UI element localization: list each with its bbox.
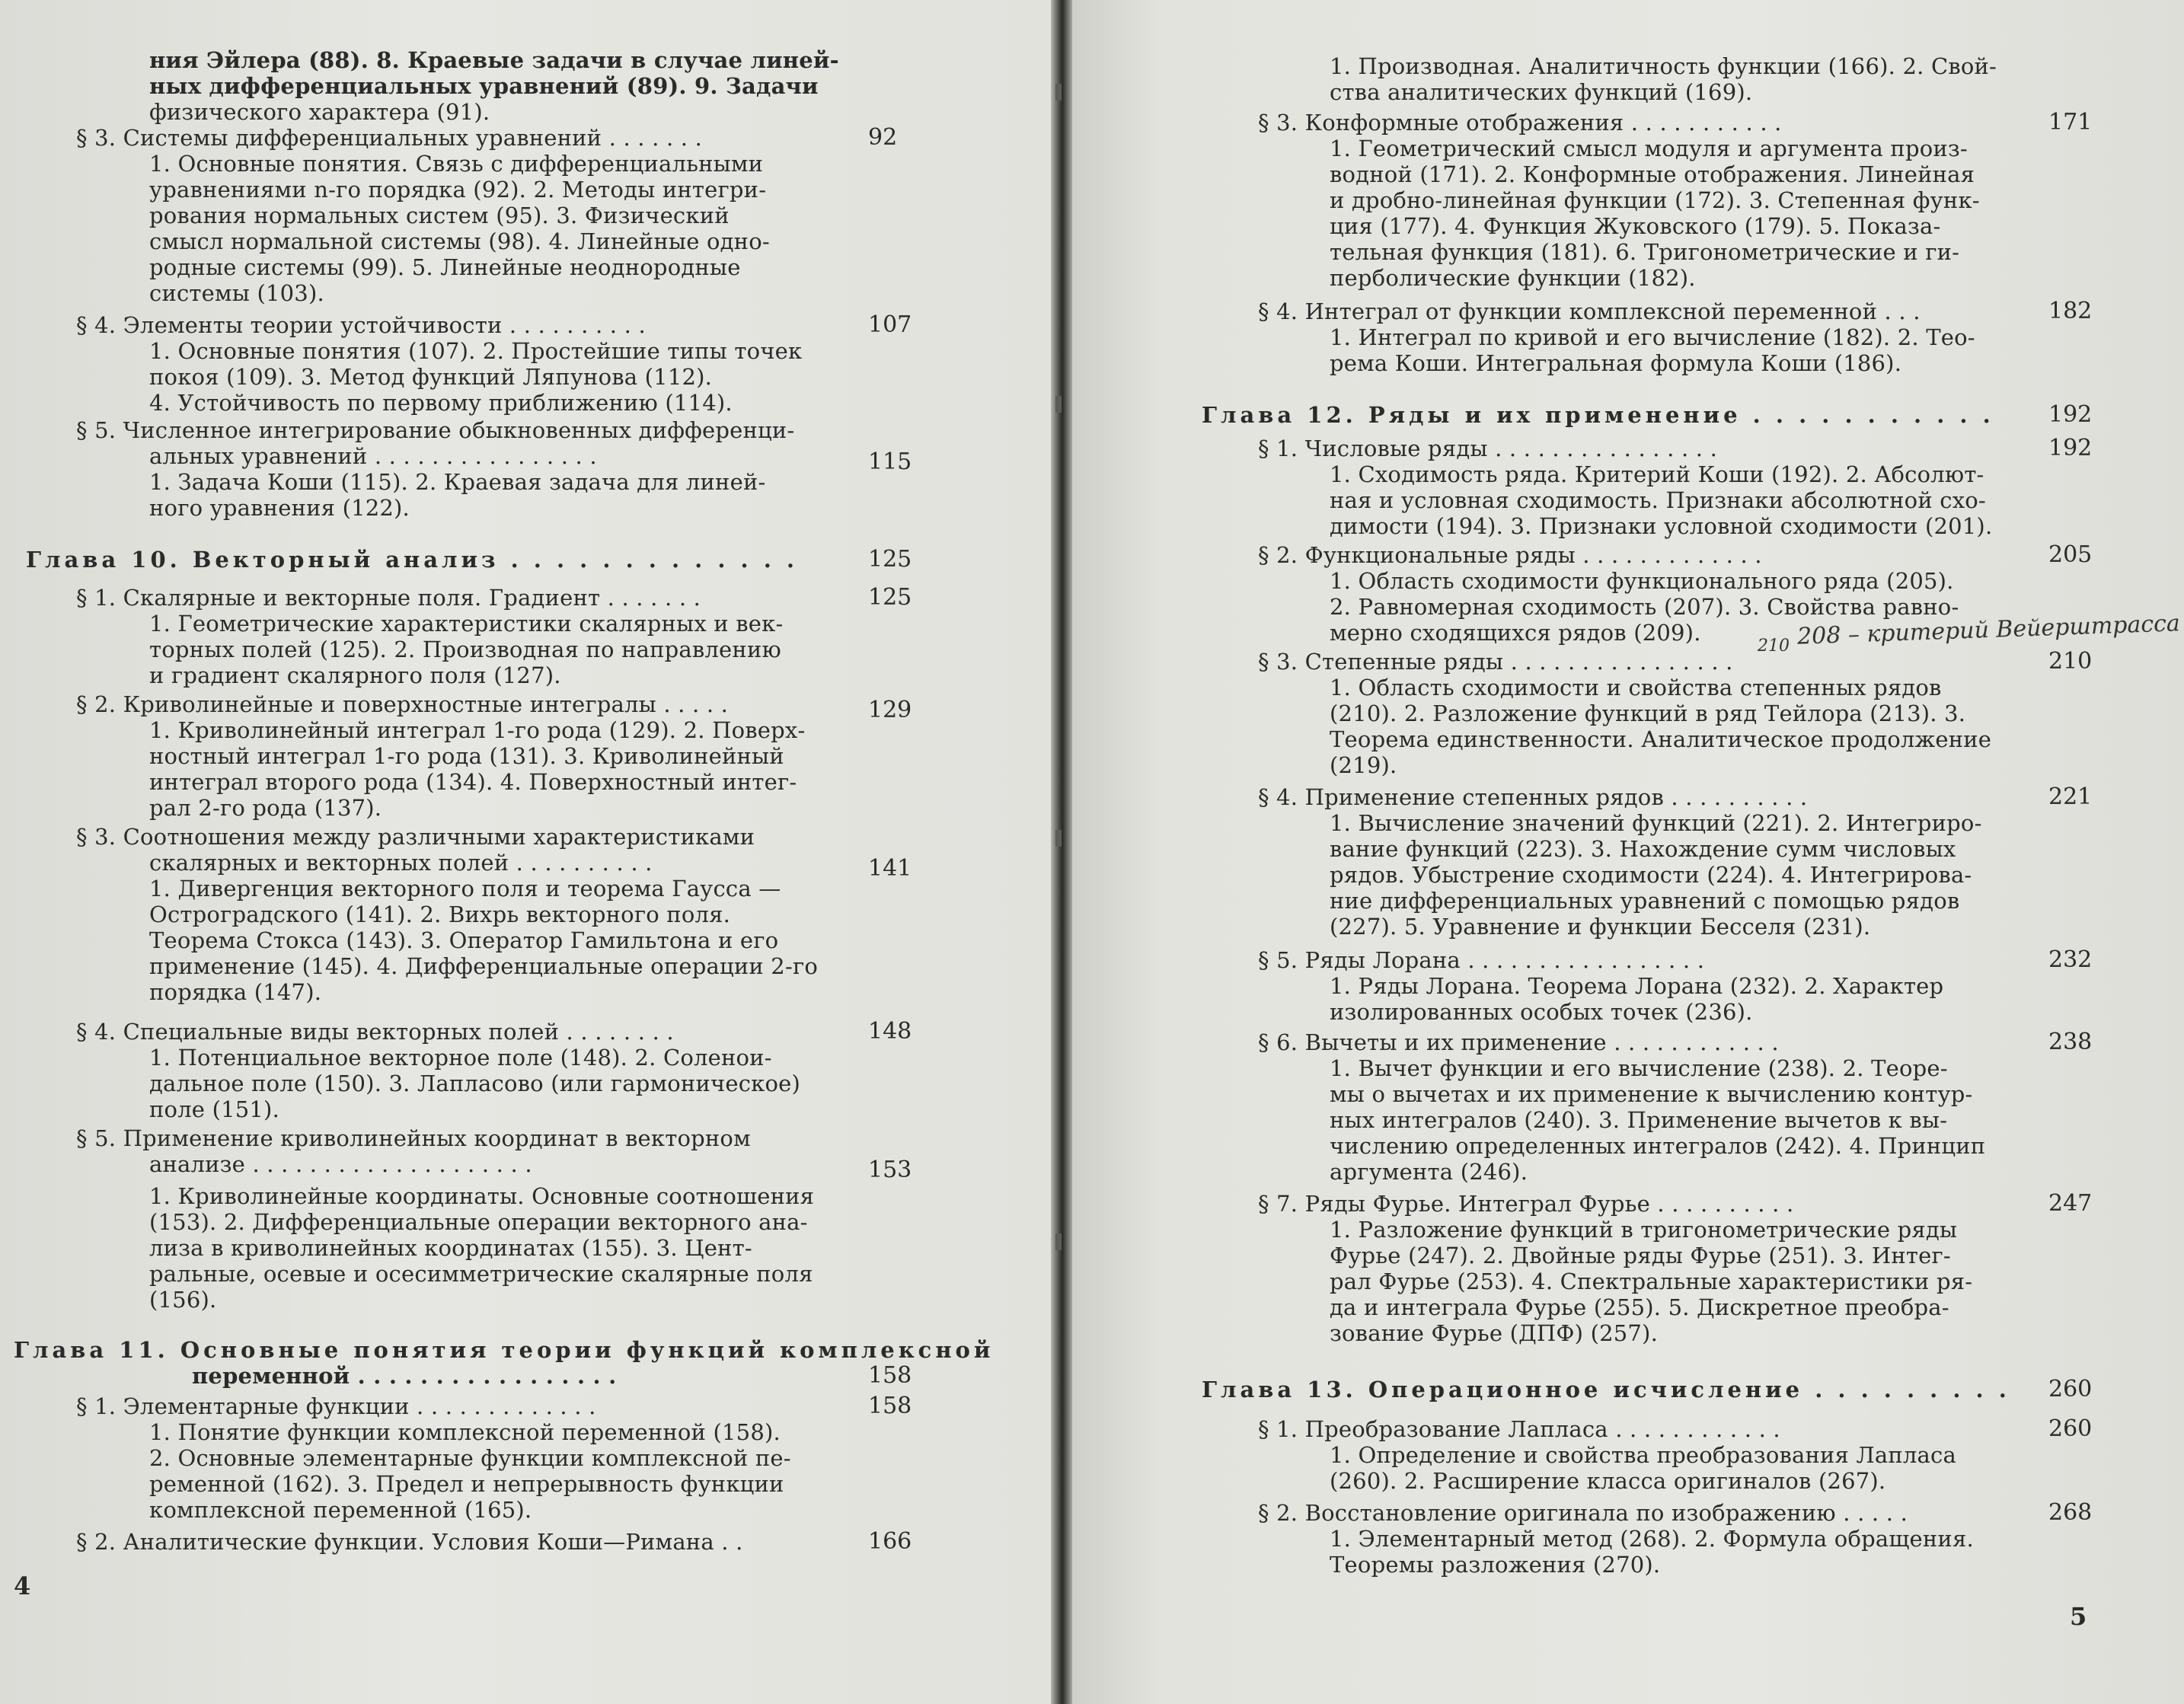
toc-line: 1. Геометрический смысл модуля и аргумента произ-: [1330, 136, 1968, 161]
toc-line: анализе . . . . . . . . . . . . . . . . . . . .: [149, 1151, 532, 1177]
section-heading: § 3. Конформные отображения . . . . . . . . . . .: [1258, 110, 1782, 136]
toc-line: 1. Интеграл по кривой и его вычисление (182). 2. Тео-: [1330, 324, 1975, 350]
staple-mark: [1055, 830, 1062, 847]
toc-line: (260). 2. Расширение класса оригиналов (267).: [1330, 1468, 1886, 1494]
toc-page-ref: 268: [2048, 1499, 2093, 1526]
section-heading: § 2. Функциональные ряды . . . . . . . . . . . . .: [1258, 542, 1762, 568]
toc-line: 2. Равномерная сходимость (207). 3. Свойства равно-: [1330, 594, 1959, 620]
toc-line: 1. Разложение функций в тригонометрические ряды: [1330, 1217, 1958, 1243]
toc-line: переменной . . . . . . . . . . . . . . . . .: [192, 1363, 617, 1389]
toc-line: (156).: [149, 1287, 217, 1313]
staple-mark: [1055, 396, 1062, 413]
toc-line: 1. Элементарный метод (268). 2. Формула обращения.: [1330, 1526, 1974, 1552]
toc-line: и дробно-линейная функции (172). 3. Степенная функ-: [1330, 187, 1980, 213]
toc-line: физического характера (91).: [149, 99, 490, 125]
toc-page-ref: 125: [868, 546, 912, 573]
toc-line: вание функций (223). 3. Нахождение сумм числовых: [1330, 836, 1956, 862]
toc-line: 1. Задача Коши (115). 2. Краевая задача для линей-: [149, 469, 766, 495]
toc-page-ref: 221: [2048, 783, 2093, 810]
toc-line: 1. Определение и свойства преобразования Лапласа: [1330, 1442, 1956, 1468]
toc-page-ref: 260: [2048, 1376, 2093, 1402]
section-heading: § 2. Восстановление оригинала по изображению . . . . .: [1258, 1500, 1908, 1526]
section-heading: § 4. Специальные виды векторных полей . . . . . . . .: [76, 1019, 674, 1045]
toc-line: 1. Производная. Аналитичность функции (166). 2. Свой-: [1330, 53, 1997, 79]
chapter-heading: Глава 11. Основные понятия теории функций комплексной: [14, 1337, 995, 1363]
toc-line: Остроградского (141). 2. Вихрь векторного поля.: [149, 901, 731, 927]
toc-line: дальное поле (150). 3. Лапласово (или гармоническое): [149, 1071, 801, 1096]
toc-line: 1. Криволинейные координаты. Основные соотношения: [149, 1183, 815, 1209]
handwritten-note-sub: 210: [1758, 637, 1790, 656]
toc-line: Теоремы разложения (270).: [1330, 1552, 1661, 1578]
toc-page-ref: 107: [868, 311, 912, 338]
toc-line: рядов. Убыстрение сходимости (224). 4. Интегрирова-: [1330, 862, 1972, 888]
toc-line: 1. Понятие функции комплексной переменной (158).: [149, 1419, 781, 1445]
toc-line: 1. Потенциальное векторное поле (148). 2. Соленои-: [149, 1045, 772, 1071]
toc-line: рал Фурье (253). 4. Спектральные характеристики ря-: [1330, 1268, 1973, 1294]
toc-page-ref: 210: [2048, 648, 2093, 675]
toc-line: лиза в криволинейных координатах (155). 3. Цент-: [149, 1235, 752, 1261]
section-heading: § 1. Преобразование Лапласа . . . . . . . . . . . .: [1258, 1416, 1780, 1442]
toc-line: 2. Основные элементарные функции комплексной пе-: [149, 1445, 791, 1471]
book-gutter: [1051, 0, 1072, 1704]
section-heading: § 4. Применение степенных рядов . . . . . . . . . .: [1258, 784, 1808, 810]
toc-line: скалярных и векторных полей . . . . . . . . . .: [149, 850, 653, 876]
toc-page-ref: 247: [2048, 1190, 2093, 1217]
toc-line: и градиент скалярного поля (127).: [149, 662, 561, 688]
toc-line: порядка (147).: [149, 979, 322, 1005]
toc-line: ства аналитических функций (169).: [1330, 79, 1753, 105]
toc-line: родные системы (99). 5. Линейные неоднородные: [149, 254, 741, 280]
toc-line: торных полей (125). 2. Производная по направлению: [149, 637, 781, 662]
toc-line: числению определенных интегралов (242). 4. Принцип: [1330, 1133, 1986, 1159]
toc-line: ция (177). 4. Функция Жуковского (179). 5. Показа-: [1330, 213, 1941, 239]
toc-line: 1. Вычисление значений функций (221). 2. Интегриро-: [1330, 810, 1982, 836]
toc-line: ральные, осевые и осесимметрические скалярные поля: [149, 1261, 813, 1287]
toc-line: рал 2-го рода (137).: [149, 795, 382, 821]
toc-page-ref: 260: [2048, 1415, 2093, 1442]
staple-mark: [1055, 1233, 1062, 1250]
toc-page-ref: 158: [868, 1362, 912, 1389]
toc-line: 1. Геометрические характеристики скалярных и век-: [149, 611, 784, 637]
toc-page-ref: 125: [868, 584, 912, 611]
toc-line: 4. Устойчивость по первому приближению (114).: [149, 390, 733, 416]
toc-page-ref: 148: [868, 1018, 912, 1045]
toc-page-ref: 192: [2048, 401, 2093, 428]
toc-line: интеграл второго рода (134). 4. Поверхностный интег-: [149, 769, 797, 795]
toc-line: 1. Область сходимости функционального ряда (205).: [1330, 568, 1954, 594]
toc-line: поле (151).: [149, 1096, 279, 1122]
toc-line: комплексной переменной (165).: [149, 1497, 532, 1523]
toc-page-ref: 171: [2048, 109, 2093, 136]
toc-line: ных интегралов (240). 3. Применение вычетов к вы-: [1330, 1107, 1948, 1133]
toc-line: уравнениями n-го порядка (92). 2. Методы интегри-: [149, 177, 767, 203]
section-heading: § 1. Скалярные и векторные поля. Градиент . . . . . . .: [76, 585, 701, 611]
toc-page-ref: 115: [868, 448, 912, 475]
toc-page-ref: 192: [2048, 435, 2093, 461]
section-heading: § 1. Элементарные функции . . . . . . . . . . . . .: [76, 1393, 596, 1419]
toc-line: 1. Основные понятия. Связь с дифференциальными: [149, 151, 764, 177]
page-number-right: 5: [2070, 1602, 2087, 1631]
page-number-left: 4: [14, 1572, 31, 1600]
toc-line: 1. Основные понятия (107). 2. Простейшие типы точек: [149, 338, 803, 364]
toc-line: зование Фурье (ДПФ) (257).: [1330, 1320, 1658, 1346]
toc-page-ref: 153: [868, 1157, 912, 1183]
section-heading: § 5. Ряды Лорана . . . . . . . . . . . . . . . . .: [1258, 947, 1705, 973]
toc-line: Теорема Стокса (143). 3. Оператор Гамильтона и его: [149, 927, 779, 953]
toc-line: смысл нормальной системы (98). 4. Линейные одно-: [149, 228, 770, 254]
chapter-heading: Глава 13. Операционное исчисление . . . . . . . . .: [1202, 1377, 2010, 1402]
toc-line: 1. Вычет функции и его вычисление (238). 2. Теоре-: [1330, 1055, 1948, 1081]
toc-line: ние дифференциальных уравнений с помощью рядов: [1330, 888, 1960, 914]
toc-page-ref: 158: [868, 1393, 912, 1419]
section-heading: § 3. Системы дифференциальных уравнений . . . . . . .: [76, 125, 703, 151]
toc-line: рования нормальных систем (95). 3. Физический: [149, 203, 730, 228]
section-heading: § 2. Аналитические функции. Условия Коши—Римана . .: [76, 1529, 743, 1555]
toc-page-ref: 205: [2048, 541, 2093, 568]
toc-line: ных дифференциальных уравнений (89). 9. Задачи: [149, 73, 819, 99]
toc-line: ременной (162). 3. Предел и непрерывность функции: [149, 1471, 784, 1497]
chapter-heading: Глава 12. Ряды и их применение . . . . . . . . . . .: [1202, 402, 1994, 428]
toc-line: 1. Область сходимости и свойства степенных рядов: [1330, 675, 1942, 700]
toc-line: изолированных особых точек (236).: [1330, 999, 1753, 1025]
staple-mark: [1055, 84, 1062, 101]
section-heading: § 5. Численное интегрирование обыкновенных дифференци-: [76, 417, 795, 443]
section-heading: § 7. Ряды Фурье. Интеграл Фурье . . . . . . . . . .: [1258, 1191, 1794, 1217]
toc-page-ref: 129: [868, 697, 912, 723]
toc-line: да и интеграла Фурье (255). 5. Дискретное преобра-: [1330, 1294, 1949, 1320]
toc-line: применение (145). 4. Дифференциальные операции 2-го: [149, 953, 818, 979]
toc-line: ния Эйлера (88). 8. Краевые задачи в случае линей-: [149, 47, 839, 73]
toc-page-ref: 238: [2048, 1029, 2093, 1055]
toc-page-ref: 182: [2048, 298, 2093, 324]
toc-line: Теорема единственности. Аналитическое продолжение: [1330, 726, 1992, 752]
toc-line: перболические функции (182).: [1330, 265, 1696, 291]
toc-line: 1. Криволинейный интеграл 1-го рода (129). 2. Поверх-: [149, 717, 806, 743]
toc-line: 1. Сходимость ряда. Критерий Коши (192). 2. Абсолют-: [1330, 461, 1984, 487]
section-heading: § 2. Криволинейные и поверхностные интегралы . . . . .: [76, 691, 729, 717]
toc-page-ref: 141: [868, 855, 912, 882]
toc-page-ref: 166: [868, 1528, 912, 1555]
toc-line: мерно сходящихся рядов (209).: [1330, 620, 1701, 646]
toc-line: аргумента (246).: [1330, 1159, 1528, 1185]
toc-line: системы (103).: [149, 280, 324, 306]
toc-page-ref: 92: [868, 124, 898, 151]
toc-line: водной (171). 2. Конформные отображения. Линейная: [1330, 161, 1975, 187]
toc-page-ref: 232: [2048, 946, 2093, 973]
toc-line: тельная функция (181). 6. Тригонометрические и ги-: [1330, 239, 1960, 265]
toc-line: 1. Ряды Лорана. Теорема Лорана (232). 2. Характер: [1330, 973, 1944, 999]
section-heading: § 4. Интеграл от функции комплексной переменной . . .: [1258, 298, 1921, 324]
toc-line: (153). 2. Дифференциальные операции векторного ана-: [149, 1209, 808, 1235]
toc-line: мы о вычетах и их применение к вычислению контур-: [1330, 1081, 1973, 1107]
section-heading: § 6. Вычеты и их применение . . . . . . . . . . . .: [1258, 1029, 1779, 1055]
handwritten-note: 208 – критерий Вейерштрасса: [1796, 610, 2181, 650]
section-heading: § 3. Степенные ряды . . . . . . . . . . . . . . . .: [1258, 649, 1733, 675]
toc-line: покоя (109). 3. Метод функций Ляпунова (112).: [149, 364, 713, 390]
chapter-heading: Глава 10. Векторный анализ . . . . . . . . . . . . .: [26, 547, 799, 573]
toc-line: (227). 5. Уравнение и функции Бесселя (231).: [1330, 914, 1871, 940]
toc-line: димости (194). 3. Признаки условной сходимости (201).: [1330, 513, 1993, 539]
section-heading: § 4. Элементы теории устойчивости . . . . . . . . . .: [76, 312, 646, 338]
toc-line: ного уравнения (122).: [149, 495, 410, 521]
toc-line: ностный интеграл 1-го рода (131). 3. Криволинейный: [149, 743, 784, 769]
section-heading: § 5. Применение криволинейных координат в векторном: [76, 1125, 751, 1151]
section-heading: § 3. Соотношения между различными характеристиками: [76, 824, 755, 850]
toc-line: альных уравнений . . . . . . . . . . . . . . . .: [149, 443, 597, 469]
toc-line: рема Коши. Интегральная формула Коши (186).: [1330, 350, 1902, 376]
toc-line: 1. Дивергенция векторного поля и теорема Гаусса —: [149, 876, 781, 901]
section-heading: § 1. Числовые ряды . . . . . . . . . . . . . . . .: [1258, 436, 1718, 461]
toc-line: ная и условная сходимость. Признаки абсолютной схо-: [1330, 487, 1986, 513]
toc-line: (219).: [1330, 752, 1397, 778]
toc-line: Фурье (247). 2. Двойные ряды Фурье (251). 3. Интег-: [1330, 1243, 1951, 1268]
toc-line: (210). 2. Разложение функций в ряд Тейлора (213). 3.: [1330, 700, 1966, 726]
